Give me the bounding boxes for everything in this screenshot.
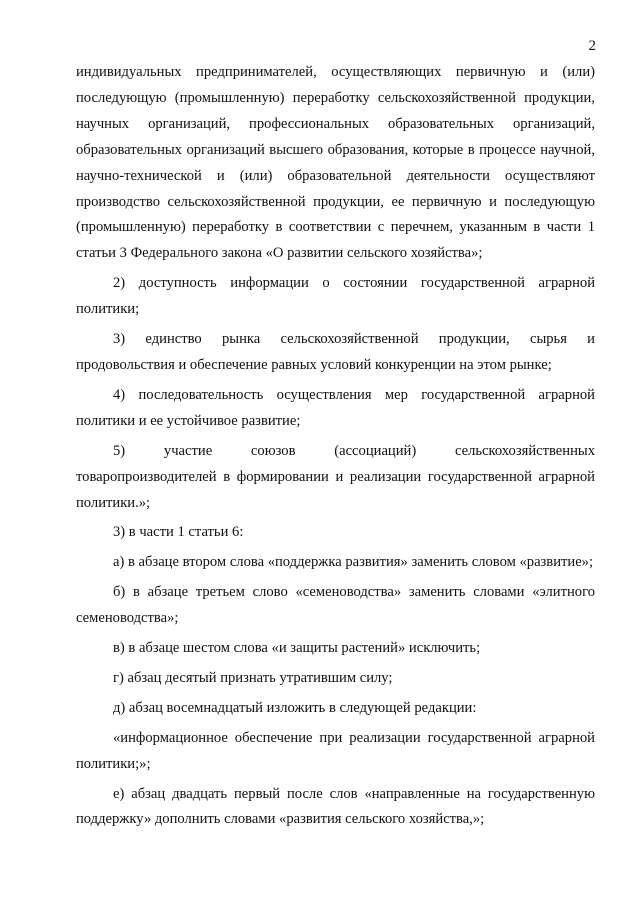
paragraph-subitem-e: е) абзац двадцать первый после слов «направленные на государственную поддержку» дополнить словами «развития сельского хозяйства,»; <box>76 785 595 828</box>
document-body <box>76 60 595 837</box>
paragraph-subitem-b: б) в абзаце третьем слово «семеноводства» заменить словами «элитного семеноводства»; <box>76 584 595 627</box>
paragraph-item-4: 4) последовательность осуществления мер государственной аграрной политики и ее устойчивое развитие; <box>76 386 595 429</box>
paragraph-item-2: 2) доступность информации о состоянии государственной аграрной политики; <box>76 275 595 318</box>
paragraph-subitem-g: г) абзац десятый признать утратившим силу; <box>113 669 393 686</box>
paragraph-subitem-a: а) в абзаце втором слова «поддержка развития» заменить словом «развитие»; <box>113 554 594 571</box>
paragraph-item-5: 5) участие союзов (ассоциаций) сельскохозяйственных товаропроизводителей в формировании и реализации государственной аграрной политики.»; <box>76 442 595 511</box>
paragraph-quoted-text: «информационное обеспечение при реализации государственной аграрной политики;»; <box>76 729 595 772</box>
paragraph-subitem-d: д) абзац восемнадцатый изложить в следующей редакции: <box>113 699 477 716</box>
paragraph-continuation: индивидуальных предпринимателей, осуществляющих первичную и (или) последующую (промышленную) переработку сельскохозяйственной продукции, научных организаций, профессиональных образовательных организаций, образовательных организаций высшего образования, которые в процессе научной, научно-технической и (или) образовательной деятельности осуществляют производство сельскохозяйственной продукции, ее первичную и последующую (промышленную) переработку в соответствии с перечнем, указанным в части 1 статьи 3 Федерального закона «О развитии сельского хозяйства»; <box>76 64 595 262</box>
paragraph-subitem-v: в) в абзаце шестом слова «и защиты растений» исключить; <box>113 640 481 657</box>
paragraph-item-3: 3) единство рынка сельскохозяйственной продукции, сырья и продовольствия и обеспечение равных условий конкуренции на этом рынке; <box>76 331 595 373</box>
page-number: 2 <box>588 38 596 54</box>
paragraph-part-1-article-6: 3) в части 1 статьи 6: <box>113 524 244 541</box>
